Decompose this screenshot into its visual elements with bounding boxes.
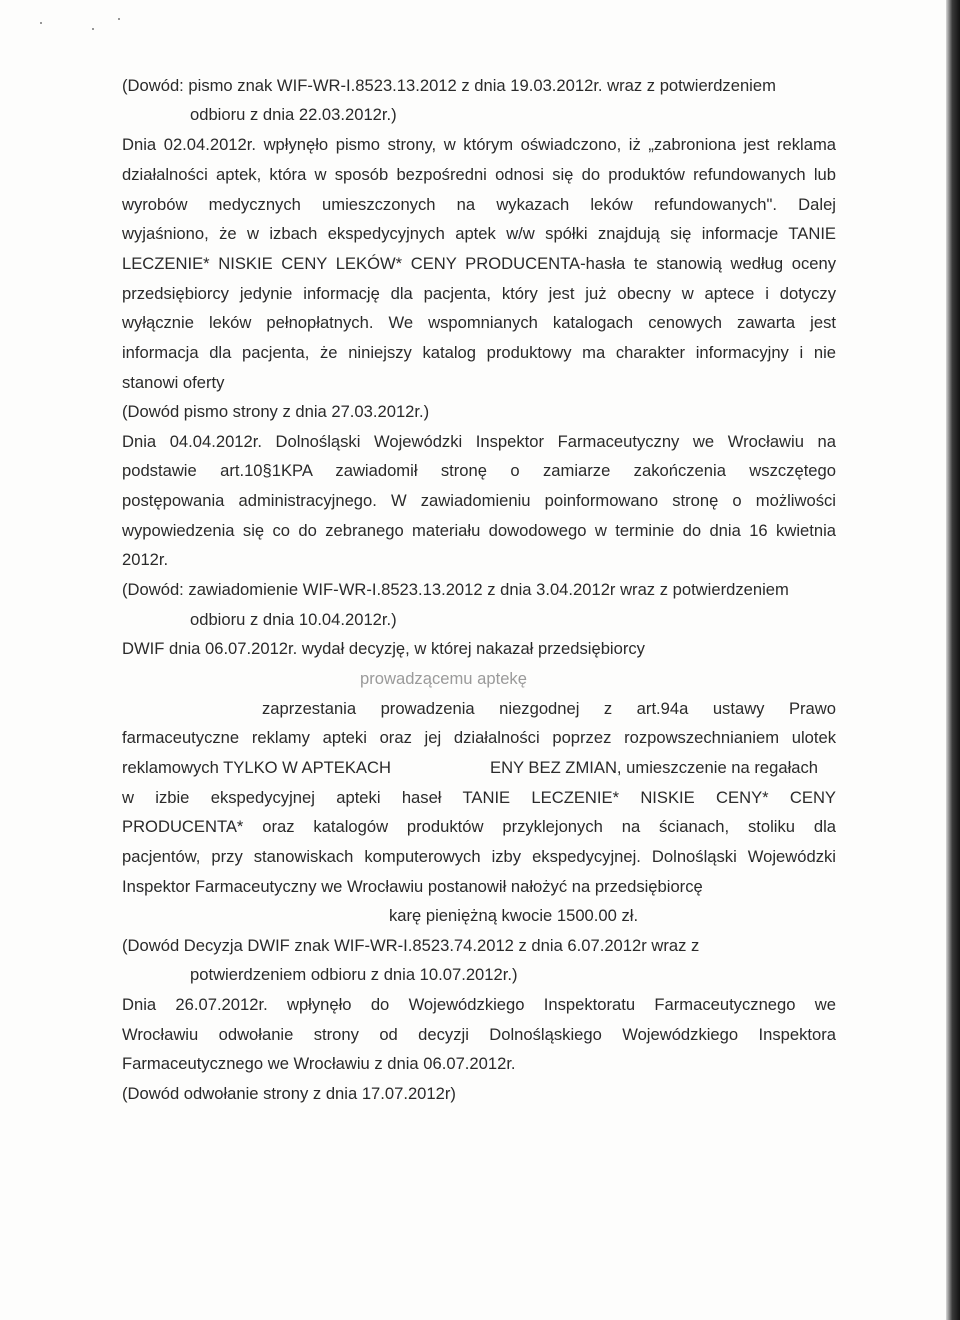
doc-line: prowadzącemu aptekę <box>360 669 527 688</box>
scan-speck <box>118 18 120 20</box>
doc-line: informacja dla pacjenta, że niniejszy katalog produktowy ma charakter informacyjny i nie <box>122 343 836 362</box>
doc-line: odbioru z dnia 10.04.2012r.) <box>190 610 397 629</box>
doc-line: Inspektor Farmaceutyczny we Wrocławiu postanowił nałożyć na przedsiębiorcę <box>122 877 703 896</box>
doc-line: LECZENIE* NISKIE CENY LEKÓW* CENY PRODUCENTA-hasła te stanowią według oceny <box>122 254 836 273</box>
doc-line: przedsiębiorcy jedynie informację dla pacjenta, który jest już obecny w aptece i dotyczy <box>122 284 836 303</box>
scan-speck <box>92 28 94 30</box>
doc-line: wyrobów medycznych umieszczonych na wykazach leków refundowanych". Dalej <box>122 195 836 214</box>
doc-line: potwierdzeniem odbioru z dnia 10.07.2012r.) <box>190 965 518 984</box>
doc-line: PRODUCENTA* oraz katalogów produktów przyklejonych na ścianach, stoliku dla <box>122 817 836 836</box>
doc-line: Dnia 26.07.2012r. wpłynęło do Wojewódzkiego Inspektoratu Farmaceutycznego we <box>122 995 836 1014</box>
doc-line: odbioru z dnia 22.03.2012r.) <box>190 105 397 124</box>
doc-line: pacjentów, przy stanowiskach komputerowych izby ekspedycyjnej. Dolnośląski Wojewódzki <box>122 847 836 866</box>
doc-line: (Dowód Decyzja DWIF znak WIF-WR-I.8523.74.2012 z dnia 6.07.2012r wraz z <box>122 936 700 955</box>
doc-line: Wrocławiu odwołanie strony od decyzji Dolnośląskiego Wojewódzkiego Inspektora <box>122 1025 836 1044</box>
doc-line: reklamowych TYLKO W APTEKACH <box>122 758 391 777</box>
doc-line: wyjaśniono, że w izbach ekspedycyjnych aptek w/w spółki znajdują się informacje TANIE <box>122 224 836 243</box>
doc-line: Farmaceutycznego we Wrocławiu z dnia 06.07.2012r. <box>122 1054 516 1073</box>
doc-line: 2012r. <box>122 550 169 569</box>
doc-line: Dnia 02.04.2012r. wpłynęło pismo strony, w którym oświadczono, iż „zabroniona jest reklama <box>122 135 836 154</box>
scan-speck <box>40 22 42 24</box>
doc-line: ENY BEZ ZMIAN, umieszczenie na regałach <box>490 758 819 777</box>
doc-line: Dnia 04.04.2012r. Dolnośląski Wojewódzki Inspektor Farmaceutyczny we Wrocławiu na <box>122 432 836 451</box>
doc-line: w izbie ekspedycyjnej apteki haseł TANIE LECZENIE* NISKIE CENY* CENY <box>122 788 836 807</box>
doc-line: postępowania administracyjnego. W zawiadomieniu poinformowano stronę o możliwości <box>122 491 836 510</box>
doc-line: farmaceutyczne reklamy apteki oraz jej działalności poprzez rozpowszechnianiem ulotek <box>122 728 836 747</box>
doc-line: wypowiedzenia się co do zebranego materiału dowodowego w terminie do dnia 16 kwietnia <box>122 521 836 540</box>
doc-line: (Dowód pismo strony z dnia 27.03.2012r.) <box>122 402 430 421</box>
doc-line: wyłącznie leków pełnopłatnych. We wspomnianych katalogach cenowych zawarta jest <box>122 313 836 332</box>
doc-line: działalności aptek, która w sposób bezpośredni odnosi się do produktów refundowanych lub <box>122 165 836 184</box>
doc-line: DWIF dnia 06.07.2012r. wydał decyzję, w której nakazał przedsiębiorcy <box>122 639 645 658</box>
doc-line: podstawie art.10§1KPA zawiadomił stronę o zamiarze zakończenia wszczętego <box>122 461 836 480</box>
scan-edge-shadow <box>946 0 960 1320</box>
doc-line: (Dowód: pismo znak WIF-WR-I.8523.13.2012 z dnia 19.03.2012r. wraz z potwierdzeniem <box>122 76 776 95</box>
doc-line: zaprzestania prowadzenia niezgodnej z art.94a ustawy Prawo <box>262 699 836 718</box>
doc-line: karę pieniężną kwocie 1500.00 zł. <box>389 906 639 925</box>
doc-line: (Dowód: zawiadomienie WIF-WR-I.8523.13.2012 z dnia 3.04.2012r wraz z potwierdzeniem <box>122 580 789 599</box>
doc-line: (Dowód odwołanie strony z dnia 17.07.2012r) <box>122 1084 456 1103</box>
doc-line: stanowi oferty <box>122 373 225 392</box>
